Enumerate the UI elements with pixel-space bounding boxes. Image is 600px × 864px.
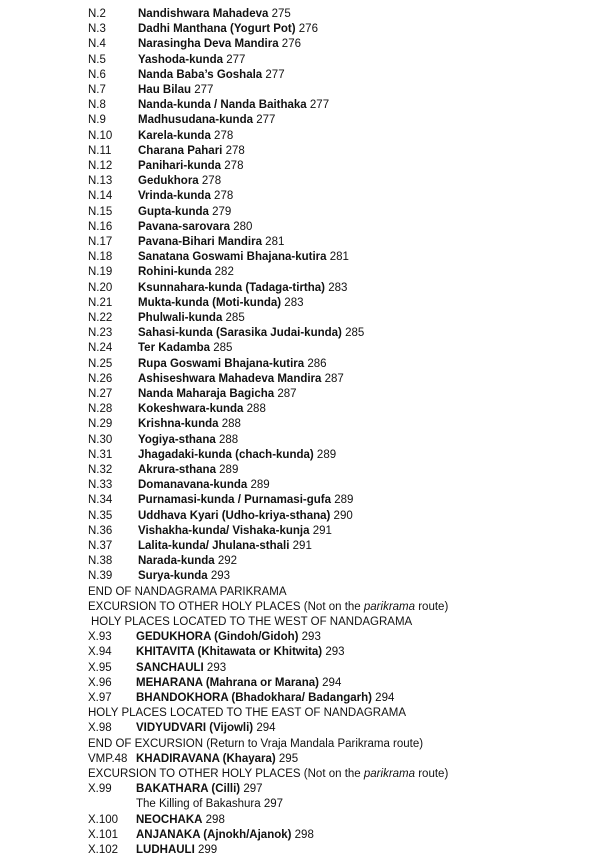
entry-title-text: Charana Pahari: [138, 145, 223, 157]
entry-title: [138, 174, 221, 189]
entry-page-number: 275: [268, 8, 291, 20]
entry-page-number: 286: [304, 358, 327, 370]
entry-code: N.8: [88, 99, 106, 111]
entry-title-text: BAKATHARA (Cilli): [136, 783, 241, 795]
entry-title-text: Hau Bilau: [138, 84, 192, 96]
entry-code: N.20: [88, 282, 113, 294]
entry-title-text: Uddhava Kyari (Udho-kriya-sthana): [138, 510, 331, 522]
entry-page-number: 290: [330, 510, 353, 522]
entry-title: [138, 463, 238, 478]
entry-code: N.39: [88, 570, 113, 582]
entry-title: [138, 129, 233, 144]
entry-title: [138, 296, 304, 311]
entry-code: N.24: [88, 342, 113, 354]
entry-title: [138, 341, 232, 356]
entry-page-number: 285: [222, 312, 245, 324]
entry-page-number: 278: [198, 175, 222, 187]
entry-title-text: Sahasi-kunda (Sarasika Judai-kunda): [138, 327, 342, 339]
entry-title: [136, 630, 321, 645]
entry-page-number: 293: [322, 646, 345, 658]
entry-code: N.13: [88, 175, 113, 187]
entry-title: [138, 265, 234, 280]
entry-page-number: 288: [215, 434, 239, 446]
entry-code: X.96: [88, 677, 112, 689]
entry-title-text: Panihari-kunda: [138, 160, 222, 172]
entry-title-text: Ashiseshwara Mahadeva Mandira: [138, 373, 322, 385]
entry-title-text: Akrura-sthana: [138, 464, 216, 476]
entry-code: N.15: [88, 206, 113, 218]
entry-code: N.7: [88, 84, 106, 96]
entry-title: [138, 569, 230, 584]
entry-title-text: Narada-kunda: [138, 555, 215, 567]
entry-title-text: Nanda Baba’s Goshala: [138, 69, 263, 81]
entry-page-number: 289: [247, 479, 270, 491]
entry-code: N.32: [88, 464, 113, 476]
entry-title-text: Narasingha Deva Mandira: [138, 38, 279, 50]
entry-title: [138, 554, 237, 569]
end-parikrama-heading: END OF NANDAGRAMA PARIKRAMA: [88, 586, 287, 598]
entry-code: N.16: [88, 221, 113, 233]
entry-code: N.36: [88, 525, 113, 537]
entry-title: [138, 22, 318, 37]
entry-page-number: 278: [210, 190, 234, 202]
entry-title: [136, 661, 226, 676]
entry-title-text: GEDUKHORA (Gindoh/Gidoh): [136, 631, 299, 643]
entry-code: N.23: [88, 327, 113, 339]
entry-code: N.4: [88, 38, 106, 50]
entry-code: N.21: [88, 297, 113, 309]
entry-title-text: Madhusudana-kunda: [138, 114, 254, 126]
entry-code: N.28: [88, 403, 113, 415]
entry-title-text: Karela-kunda: [138, 130, 211, 142]
entry-code: N.38: [88, 555, 113, 567]
entry-title: [138, 53, 245, 68]
entry-page-number: 277: [262, 69, 285, 81]
entry-page-number: 277: [191, 84, 214, 96]
entry-title: [138, 281, 347, 296]
entry-page-number: 287: [274, 388, 297, 400]
entry-code: N.17: [88, 236, 113, 248]
entry-code: N.11: [88, 145, 112, 157]
entry-title-text: Kokeshwara-kunda: [138, 403, 244, 415]
subentry: The Killing of Bakashura 297: [136, 798, 284, 810]
entry-title: [138, 113, 275, 128]
entry-title-text: Nandishwara Mahadeva: [138, 8, 269, 20]
entry-title-text: Lalita-kunda/ Jhulana-sthali: [138, 540, 290, 552]
entry-title: [138, 144, 245, 159]
excursion-heading: EXCURSION TO OTHER HOLY PLACES (Not on the parikrama route): [88, 601, 449, 613]
entry-page-number: 298: [202, 814, 225, 826]
entry-title: [136, 782, 263, 797]
entry-title: [138, 387, 297, 402]
entry-title-text: Vrinda-kunda: [138, 190, 211, 202]
entry-page-number: 277: [253, 114, 276, 126]
entry-title-text: Yashoda-kunda: [138, 54, 223, 66]
entry-code: N.33: [88, 479, 113, 491]
entry-code: N.35: [88, 510, 113, 522]
entry-code: X.98: [88, 722, 112, 734]
entry-title-text: VIDYUDVARI (Vijowli): [136, 722, 254, 734]
entry-title-text: Krishna-kunda: [138, 418, 219, 430]
entry-page-number: 276: [295, 23, 318, 35]
entry-code: N.18: [88, 251, 113, 263]
entry-title-text: Domanavana-kunda: [138, 479, 248, 491]
entry-title: [138, 539, 312, 554]
entry-title-text: Pavana-Bihari Mandira: [138, 236, 262, 248]
entry-code: N.19: [88, 266, 113, 278]
entry-title: [138, 159, 243, 174]
entry-title-text: KHITAVITA (Khitawata or Khitwita): [136, 646, 323, 658]
entry-page-number: 293: [298, 631, 321, 643]
entry-page-number: 278: [221, 160, 244, 172]
entry-code: N.27: [88, 388, 113, 400]
west-heading: HOLY PLACES LOCATED TO THE WEST OF NANDAGRAMA: [91, 616, 413, 628]
entry-code: N.10: [88, 130, 113, 142]
entry-title-text: Yogiya-sthana: [138, 434, 216, 446]
entry-page-number: 285: [210, 342, 233, 354]
entry-title: [138, 326, 364, 341]
entry-code: N.14: [88, 190, 113, 202]
entry-code: N.34: [88, 494, 113, 506]
entry-title-text: ANJANAKA (Ajnokh/Ajanok): [136, 829, 292, 841]
entry-code: X.100: [88, 814, 119, 826]
entry-page-number: 291: [289, 540, 312, 552]
entry-title: [138, 509, 353, 524]
entry-page-number: 281: [261, 236, 285, 248]
entry-title: [138, 98, 329, 113]
entry-page-number: 288: [243, 403, 266, 415]
entry-title: [138, 220, 252, 235]
entry-code: X.93: [88, 631, 112, 643]
entry-page-number: 293: [203, 662, 227, 674]
entry-page-number: 277: [223, 54, 246, 66]
entry-code: N.3: [88, 23, 106, 35]
entry-page-number: 277: [306, 99, 330, 111]
entry-page-number: 294: [371, 692, 395, 704]
entry-title-text: Nanda-kunda / Nanda Baithaka: [138, 99, 307, 111]
entry-page-number: 289: [215, 464, 239, 476]
entry-code: N.37: [88, 540, 113, 552]
entry-title: [138, 68, 285, 83]
entry-title-text: Mukta-kunda (Moti-kunda): [138, 297, 282, 309]
entry-title-text: Sanatana Goswami Bhajana-kutira: [138, 251, 327, 263]
entry-code: N.2: [88, 8, 106, 20]
entry-code: N.30: [88, 434, 113, 446]
entry-title: [138, 417, 241, 432]
entry-title: [138, 235, 284, 250]
entry-page-number: 285: [341, 327, 365, 339]
entry-title: [136, 691, 394, 706]
entry-title: [138, 372, 344, 387]
entry-page-number: 293: [207, 570, 231, 582]
entry-title: [138, 37, 301, 52]
entry-title: [136, 645, 345, 660]
entry-title: [138, 493, 353, 508]
entry-title: [138, 250, 349, 265]
entry-title: [138, 7, 291, 22]
entry-page-number: 276: [278, 38, 301, 50]
entry-title-text: Nanda Maharaja Bagicha: [138, 388, 275, 400]
entry-page-number: 281: [326, 251, 349, 263]
entry-title-text: Phulwali-kunda: [138, 312, 223, 324]
entry-title-text: BHANDOKHORA (Bhadokhara/ Badangarh): [136, 692, 372, 704]
entry-title-text: Vishakha-kunda/ Vishaka-kunja: [138, 525, 310, 537]
entry-title-text: Rohini-kunda: [138, 266, 212, 278]
entry-title-text: Jhagadaki-kunda (chach-kunda): [138, 449, 314, 461]
entry-title: [136, 843, 217, 858]
entry-code: N.25: [88, 358, 113, 370]
entry-code: X.95: [88, 662, 112, 674]
entry-page-number: 299: [194, 844, 218, 856]
entry-code: N.12: [88, 160, 113, 172]
entry-title: [138, 311, 245, 326]
entry-code: N.31: [88, 449, 113, 461]
entry-page-number: 291: [309, 525, 332, 537]
entry-title: [136, 828, 314, 843]
east-heading: HOLY PLACES LOCATED TO THE EAST OF NANDAGRAMA: [88, 707, 407, 719]
entry-page-number: 282: [211, 266, 234, 278]
entry-title-text: Ksunnahara-kunda (Tadaga-tirtha): [138, 282, 325, 294]
entry-title: [136, 721, 276, 736]
end-excursion-heading: END OF EXCURSION (Return to Vraja Mandala Parikrama route): [88, 738, 424, 750]
entry-title: [138, 433, 238, 448]
entry-page-number: 278: [210, 130, 234, 142]
entry-title: [136, 752, 298, 767]
entry-page-number: 289: [313, 449, 337, 461]
entry-title-text: KHADIRAVANA (Khayara): [136, 753, 276, 765]
entry-page-number: 283: [281, 297, 304, 309]
entry-title-text: Rupa Goswami Bhajana-kutira: [138, 358, 305, 370]
entry-title-text: SANCHAULI: [136, 662, 204, 674]
entry-title-text: Gupta-kunda: [138, 206, 209, 218]
entry-page-number: 283: [325, 282, 348, 294]
entry-code: X.97: [88, 692, 112, 704]
entry-page-number: 292: [214, 555, 238, 567]
entry-title-text: Dadhi Manthana (Yogurt Pot): [138, 23, 296, 35]
entry-page-number: 287: [321, 373, 344, 385]
entry-page-number: 297: [240, 783, 263, 795]
entry-code: X.99: [88, 783, 112, 795]
entry-title: [138, 83, 213, 98]
entry-page-number: 289: [331, 494, 354, 506]
entry-page-number: 295: [275, 753, 299, 765]
entry-code: X.102: [88, 844, 119, 856]
entry-page-number: 280: [230, 221, 253, 233]
entry-code: N.6: [88, 69, 106, 81]
entry-page-number: 298: [291, 829, 314, 841]
excursion-heading: EXCURSION TO OTHER HOLY PLACES (Not on the parikrama route): [88, 768, 449, 780]
entry-title: [138, 448, 336, 463]
entry-title-text: Surya-kunda: [138, 570, 208, 582]
entry-title: [138, 205, 231, 220]
entry-code: N.29: [88, 418, 113, 430]
entry-title-text: Gedukhora: [138, 175, 199, 187]
entry-title: [138, 478, 270, 493]
entry-code: N.26: [88, 373, 113, 385]
entry-page-number: 278: [222, 145, 245, 157]
entry-code: N.22: [88, 312, 113, 324]
entry-title-text: Ter Kadamba: [138, 342, 211, 354]
entry-title-text: MEHARANA (Mahrana or Marana): [136, 677, 319, 689]
entry-page-number: 279: [208, 206, 232, 218]
entry-title-text: Purnamasi-kunda / Purnamasi-gufa: [138, 494, 331, 506]
entry-page-number: 294: [253, 722, 276, 734]
entry-code: X.101: [88, 829, 119, 841]
entry-title: [138, 524, 332, 539]
entry-code: X.94: [88, 646, 112, 658]
entry-title: [138, 402, 266, 417]
entry-title: [138, 189, 233, 204]
entry-page-number: 294: [318, 677, 342, 689]
entry-title: [138, 357, 327, 372]
entry-code: VMP.48: [88, 753, 128, 765]
entry-title-text: Pavana-sarovara: [138, 221, 231, 233]
entry-title: [136, 676, 341, 691]
entry-title: [136, 813, 225, 828]
entry-code: N.5: [88, 54, 106, 66]
entry-code: N.9: [88, 114, 106, 126]
entry-page-number: 288: [218, 418, 241, 430]
entry-title-text: NEOCHAKA: [136, 814, 203, 826]
entry-title-text: LUDHAULI: [136, 844, 195, 856]
